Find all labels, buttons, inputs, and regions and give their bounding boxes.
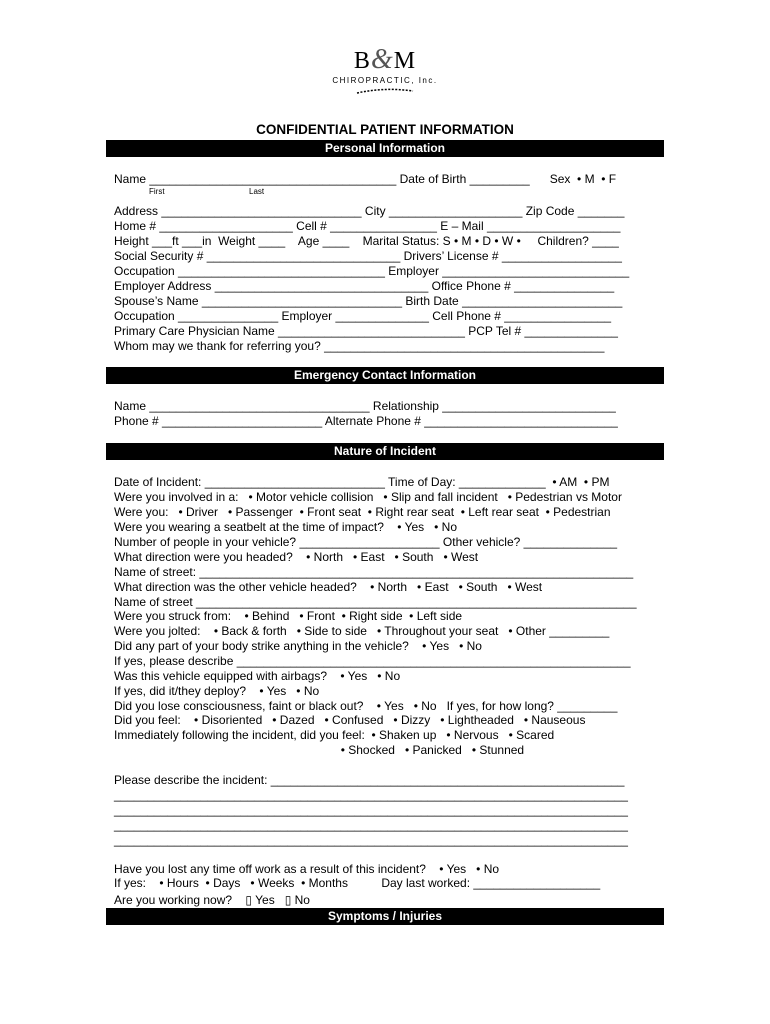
form-line[interactable]: Did you feel: • Disoriented • Dazed • Confused • Dizzy • Lightheaded • Nauseous <box>114 713 586 727</box>
form-line[interactable]: Name of street: _________________________________________________________________ <box>114 565 634 579</box>
form-line[interactable]: Date of Incident: ___________________________ Time of Day: _____________ • AM • PM <box>114 475 610 489</box>
section-header-symptoms: Symptoms / Injuries <box>106 908 664 925</box>
form-line[interactable]: What direction was the other vehicle headed? • North • East • South • West <box>114 580 543 594</box>
name-dob-sex-line[interactable]: Name _____________________________________ Date of Birth _________ Sex • M • F <box>114 172 617 186</box>
form-line[interactable]: Were you involved in a: • Motor vehicle collision • Slip and fall incident • Pedestrian vs Motor <box>114 490 622 504</box>
form-line[interactable]: Phone # ________________________ Alternate Phone # _____________________________ <box>114 414 618 428</box>
blank-line[interactable]: _____________________________________________________________________________ <box>114 818 628 832</box>
form-line[interactable]: Were you struck from: • Behind • Front • Right side • Left side <box>114 609 463 623</box>
section-header-incident: Nature of Incident <box>106 443 664 460</box>
form-line[interactable]: Home # ____________________ Cell # ________________ E – Mail ____________________ <box>114 219 621 233</box>
form-line[interactable]: Whom may we thank for referring you? __________________________________________ <box>114 339 605 353</box>
form-line[interactable]: Were you: • Driver • Passenger • Front seat • Right rear seat • Left rear seat • Pedestrian <box>114 505 611 519</box>
form-line[interactable]: Occupation _______________ Employer ______________ Cell Phone # ________________ <box>114 309 612 323</box>
section-header-emergency: Emergency Contact Information <box>106 367 664 384</box>
form-line[interactable]: Number of people in your vehicle? _____________________ Other vehicle? ______________ <box>114 535 618 549</box>
form-line[interactable]: Was this vehicle equipped with airbags? • Yes • No <box>114 669 401 683</box>
section-header-personal: Personal Information <box>106 140 664 157</box>
spine-icon <box>355 87 415 95</box>
form-line[interactable]: Were you wearing a seatbelt at the time of impact? • Yes • No <box>114 520 458 534</box>
working-now-line[interactable]: Are you working now? ▯ Yes ▯ No <box>114 893 310 907</box>
form-line[interactable]: Primary Care Physician Name ____________________________ PCP Tel # ______________ <box>114 324 618 338</box>
blank-line[interactable]: _____________________________________________________________________________ <box>114 833 628 847</box>
form-line[interactable]: Did you lose consciousness, faint or black out? • Yes • No If yes, for how long? _________ <box>114 699 618 713</box>
form-line[interactable]: Height ___ft ___in Weight ____ Age ____ Marital Status: S • M • D • W • Children? ____ <box>114 234 619 248</box>
page-title: CONFIDENTIAL PATIENT INFORMATION <box>256 122 514 137</box>
last-name-caption: Last <box>249 187 265 196</box>
form-line[interactable]: Spouse’s Name ______________________________ Birth Date ________________________ <box>114 294 623 308</box>
form-line[interactable]: • Shocked • Panicked • Stunned <box>114 743 525 757</box>
blank-line[interactable]: _____________________________________________________________________________ <box>114 803 628 817</box>
form-line[interactable]: Name _________________________________ Relationship __________________________ <box>114 399 616 413</box>
logo-monogram: B&M <box>353 44 417 75</box>
form-line[interactable]: Name of street __________________________________________________________________ <box>114 595 637 609</box>
form-line[interactable]: Did any part of your body strike anything in the vehicle? • Yes • No <box>114 639 482 653</box>
form-line[interactable]: Immediately following the incident, did you feel: • Shaken up • Nervous • Scared <box>114 728 555 742</box>
form-line[interactable]: Social Security # _____________________________ Drivers’ License # __________________ <box>114 249 622 263</box>
logo-subtitle: CHIROPRACTIC, Inc. <box>332 76 438 85</box>
describe-incident-line[interactable]: Please describe the incident: _____________________________________________________ <box>114 773 625 787</box>
blank-line[interactable]: _____________________________________________________________________________ <box>114 788 628 802</box>
form-line[interactable]: If yes, please describe ___________________________________________________________ <box>114 654 631 668</box>
form-line[interactable]: Address ______________________________ City ____________________ Zip Code _______ <box>114 204 625 218</box>
form-line[interactable]: What direction were you headed? • North • East • South • West <box>114 550 479 564</box>
form-line[interactable]: Employer Address ________________________________ Office Phone # _______________ <box>114 279 615 293</box>
time-off-line[interactable]: Have you lost any time off work as a result of this incident? • Yes • No <box>114 862 500 876</box>
form-line[interactable]: Occupation _______________________________ Employer ____________________________ <box>114 264 630 278</box>
if-yes-line[interactable]: If yes: • Hours • Days • Weeks • Months Day last worked: ___________________ <box>114 876 601 890</box>
form-line[interactable]: If yes, did it/they deploy? • Yes • No <box>114 684 320 698</box>
company-logo <box>330 44 440 108</box>
first-name-caption: First <box>149 187 165 196</box>
form-line[interactable]: Were you jolted: • Back & forth • Side to side • Throughout your seat • Other _________ <box>114 624 610 638</box>
